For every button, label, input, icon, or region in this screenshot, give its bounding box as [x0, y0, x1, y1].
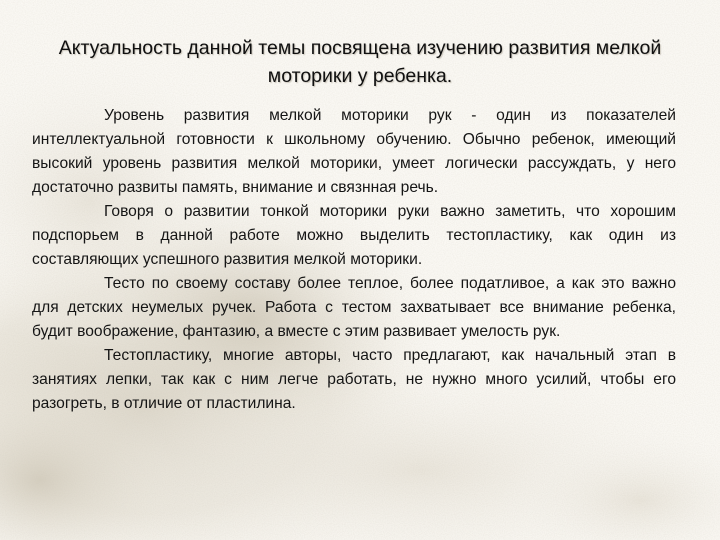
body-text	[32, 104, 676, 416]
paragraph: Тестопластику, многие авторы, часто предлагают, как начальный этап в занятиях лепки, так как с ним легче работать, не нужно много усилий, чтобы его разогреть, в отличие от пластилина.	[32, 347, 676, 412]
paragraph: Тесто по своему составу более теплое, более податливое, а как это важно для детских неумелых ручек. Работа с тестом захватывает все внимание ребенка, будит воображение, фантазию, а вместе с этим развивает умелость рук.	[32, 275, 676, 340]
paragraph: Уровень развития мелкой моторики рук - один из показателей интеллектуальной готовности к школьному обучению. Обычно ребенок, имеющий высокий уровень развития мелкой моторики, умеет логически рассуждать, у него достаточно развиты память, внимание и связнная речь.	[32, 107, 676, 196]
paragraph: Говоря о развитии тонкой моторики руки важно заметить, что хорошим подспорьем в данной работе можно выделить тестопластику, как один из составляющих успешного развития мелкой моторики.	[32, 203, 676, 268]
slide-title: Актуальность данной темы посвящена изучению развития мелкой моторики у ребенка.	[58, 37, 662, 87]
